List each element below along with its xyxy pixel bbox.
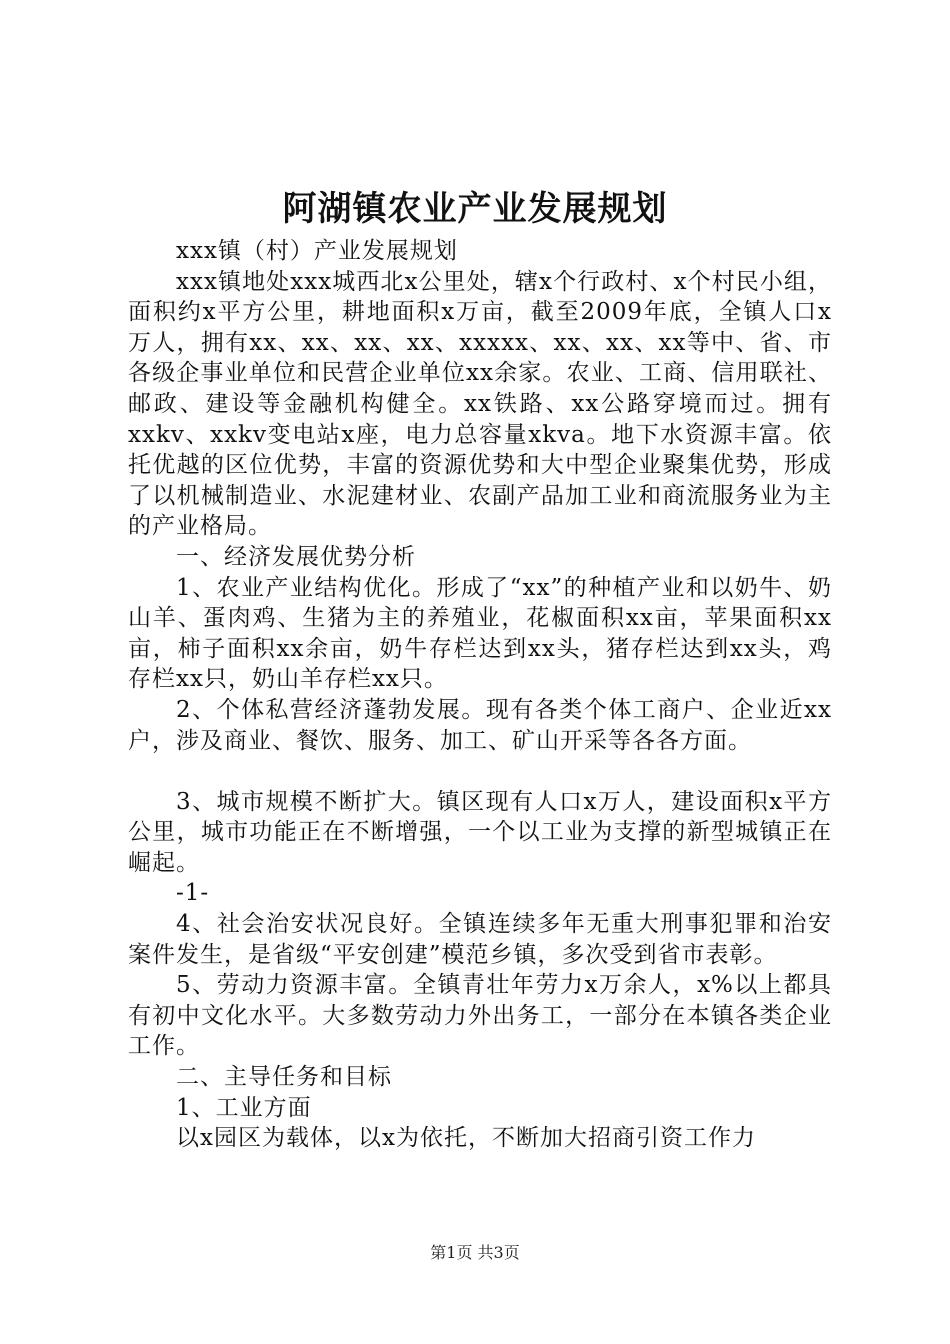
inline-page-marker: -1- bbox=[176, 880, 210, 907]
body-paragraph: 2、个体私营经济蓬勃发展。现有各类个体工商户、企业近xx户，涉及商业、餐饮、服务、加工、矿山开采等各各方面。 bbox=[128, 696, 832, 754]
body-paragraph: 5、劳动力资源丰富。全镇青壮年劳力x万余人，x%以上都具有初中文化水平。大多数劳动力外出务工，一部分在本镇各类企业工作。 bbox=[128, 972, 832, 1060]
subsection-heading: 1、工业方面 bbox=[176, 1094, 312, 1121]
body-paragraph: 4、社会治安状况良好。全镇连续多年无重大刑事犯罪和治安案件发生，是省级“平安创建”模范乡镇，多次受到省市表彰。 bbox=[128, 911, 832, 968]
body-paragraph: 1、农业产业结构优化。形成了“xx”的种植产业和以奶牛、奶山羊、蛋肉鸡、生猪为主的养殖业，花椒面积xx亩，苹果面积xx亩，柿子面积xx余亩，奶牛存栏达到xx头，猪存栏达到xx头，鸡存栏xx只，奶山羊存栏xx只。 bbox=[128, 574, 832, 693]
section-heading: 一、经济发展优势分析 bbox=[176, 543, 416, 570]
body-paragraph: 3、城市规模不断扩大。镇区现有人口x万人，建设面积x平方公里，城市功能正在不断增强，一个以工业为支撑的新型城镇正在崛起。 bbox=[128, 788, 832, 876]
page-footer: 第1页 共3页 bbox=[430, 1243, 520, 1262]
document-title: 阿湖镇农业产业发展规划 bbox=[282, 189, 668, 229]
intro-paragraph: xxx镇地处xxx城西北x公里处，辖x个行政村、x个村民小组，面积约x平方公里，耕地面积x万亩，截至2009年底，全镇人口x万人，拥有xx、xx、xx、xx、xxxxx、xx、xx、xx等中、省、市各级企事业单位和民营企业单位xx余家。农业、工商、信用联社、邮政、建设等金融机构健全。xx铁路、xx公路穿境而过。拥有xxkv、xxkv变电站x座，电力总容量xkva。地下水资源丰富。依托优越的区位优势，丰富的资源优势和大中型企业聚集优势，形成了以机械制造业、水泥建材业、农副产品加工业和商流服务业为主的产业格局。 bbox=[128, 268, 832, 540]
subtitle-paragraph: xxx镇（村）产业发展规划 bbox=[176, 238, 458, 264]
blank-line bbox=[128, 756, 832, 787]
body-paragraph: 以x园区为载体，以x为依托，不断加大招商引资工作力 bbox=[176, 1125, 756, 1152]
document-body bbox=[128, 236, 832, 1154]
section-heading: 二、主导任务和目标 bbox=[176, 1064, 392, 1091]
